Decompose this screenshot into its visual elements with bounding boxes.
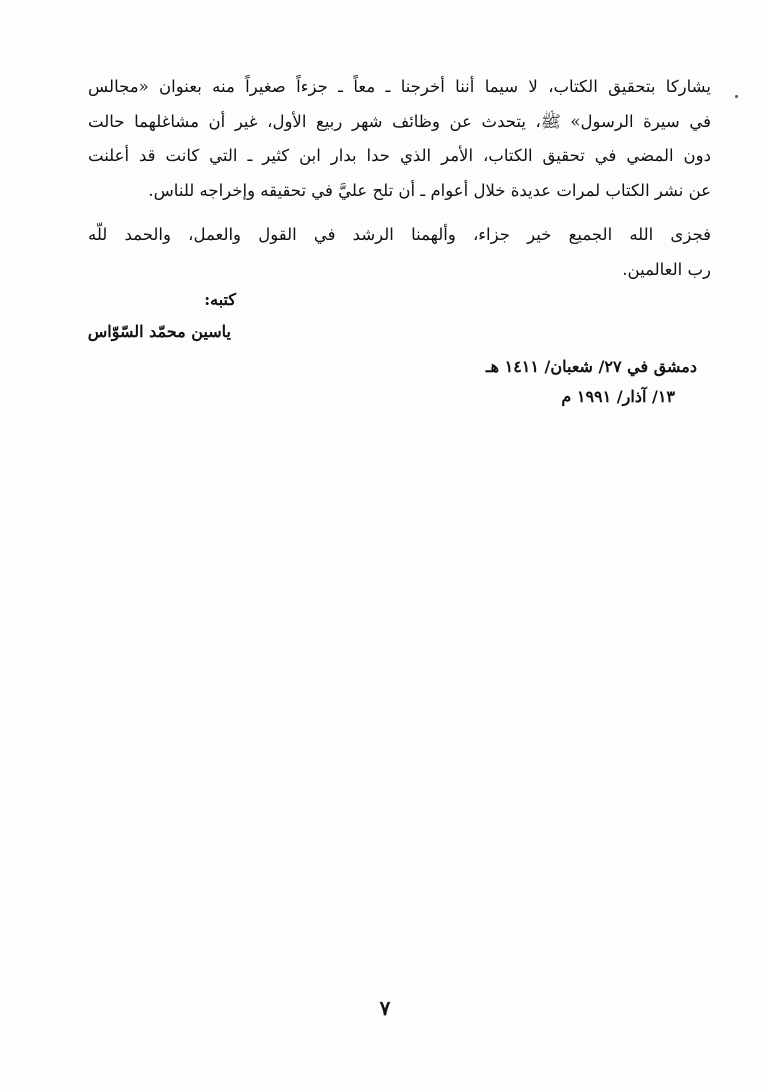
- signature-label: كتبه:: [204, 290, 236, 309]
- date-gregorian: ١٣/ آذار/ ١٩٩١ م: [561, 387, 675, 406]
- paragraph-1: [88, 70, 711, 208]
- date-block: [486, 352, 697, 412]
- scan-speck: [735, 95, 738, 98]
- paragraph-1-line-2: في سيرة الرسول» ﷺ، يتحدث عن وظائف شهر ربيع الأول، غير أن مشاغلهما حالت: [88, 111, 711, 131]
- page-number: ٧: [379, 996, 391, 1020]
- paragraph-1-line-4: عن نشر الكتاب لمرات عديدة خلال أعوام ـ أن تلح عليَّ في تحقيقه وإخراجه للناس.: [148, 180, 711, 200]
- paragraph-1-line-1: يشاركا بتحقيق الكتاب، لا سيما أننا أخرجنا ـ معاً ـ جزءاً صغيراً منه بعنوان «مجالس: [88, 77, 711, 96]
- date-hijri: دمشق في ٢٧/ شعبان/ ١٤١١ هـ: [485, 357, 697, 376]
- paragraph-2: [88, 218, 711, 287]
- paragraph-2-line-2: رب العالمين.: [622, 259, 711, 279]
- paragraph-1-line-3: دون المضي في تحقيق الكتاب، الأمر الذي حدا بدار ابن كثير ـ التي كانت قد أعلنت: [88, 146, 711, 165]
- paragraph-2-line-1: فجزى الله الجميع خير جزاء، وألهمنا الرشد في القول والعمل، والحمد للّه: [88, 225, 711, 244]
- signature-name: ياسين محمّد السّوّاس: [87, 322, 231, 341]
